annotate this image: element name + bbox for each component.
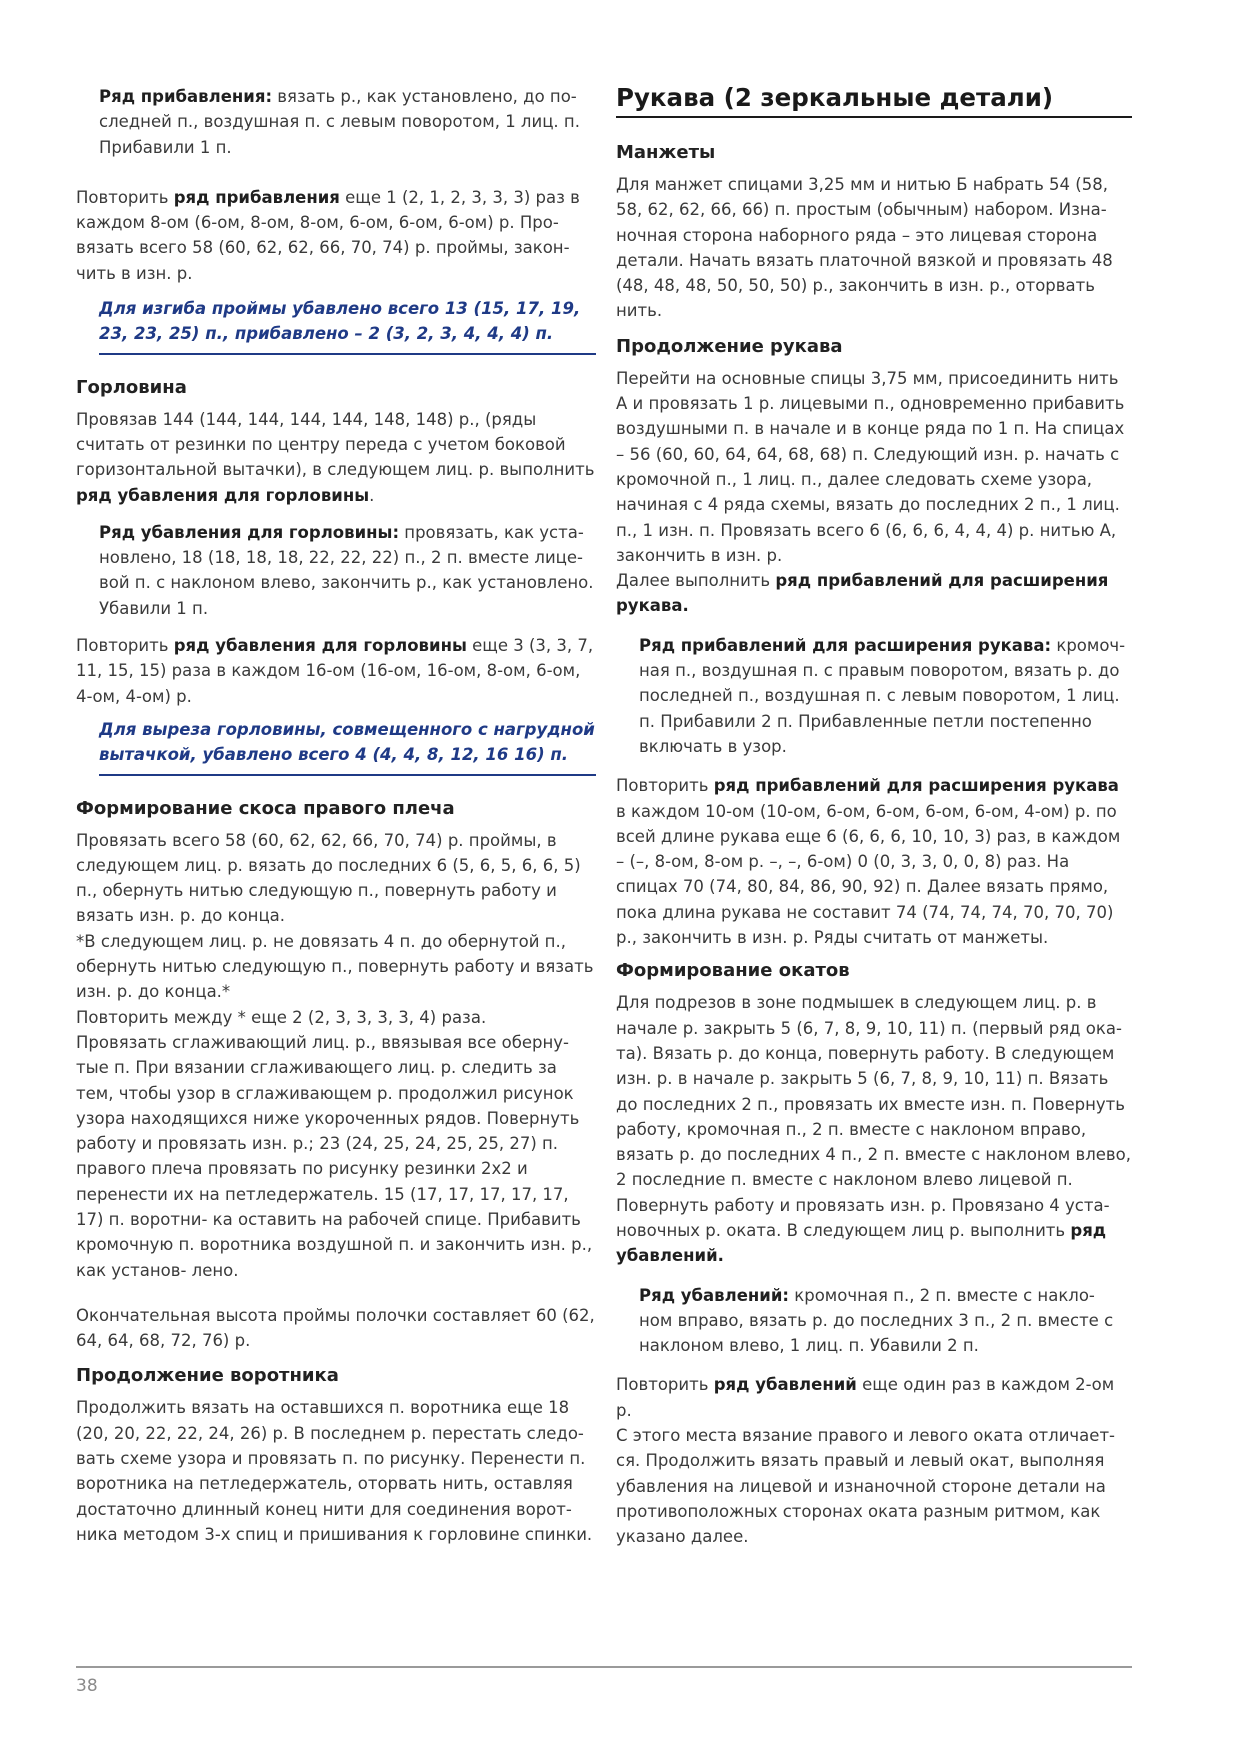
armhole-note: Для изгиба проймы убавлено всего 13 (15, 17, 19, 23, 23, 25) п., прибавлено – 2 (3, 2, 3, 4, 4, 4) п.	[99, 296, 596, 355]
neckline-heading: Горловина	[76, 376, 187, 398]
shoulder-paragraph-3: Повторить между * еще 2 (2, 3, 3, 3, 3, 4) раза.	[76, 1007, 487, 1027]
sleeve-increase-instruction: Ряд прибавлений для расширения рукава: кромоч- ная п., воздушная п. с правым поворотом, вязать р. до последней п., воздушная п. с левым поворотом, 1 лиц. п. Прибавили 2 п. Прибавленные петли постепенно включать в узор.	[639, 635, 1126, 756]
sleeve-cap-paragraph: Для подрезов в зоне подмышек в следующем лиц. р. в начале р. закрыть 5 (6, 7, 8, 9, 10, 11) п. (первый ряд ока- та). Вязать р. до конца, повернуть работу. В следующем изн. р. в начале р. закрыть 5 (6, 7, 8, 9, 10, 11) п. Вязать до последних 2 п., провязать их вместе изн. п. Повернуть работу, кромочная п., 2 п. вместе с наклоном вправо, вязать р. до последних 4 п., 2 п. вместе с наклоном влево, 2 последние п. вместе с наклоном влево лицевой п. Повернуть работу и провязать изн. р. Провязано 4 уста- новочных р. оката. В следующем лиц р. выполнить ряд убавлений.	[616, 993, 1131, 1266]
sleeve-continuation-heading: Продолжение рукава	[616, 335, 843, 357]
footer-rule	[76, 1666, 1132, 1668]
sleeve-cap-difference-paragraph: С этого места вязание правого и левого оката отличает- ся. Продолжить вязать правый и левый окат, выполняя убавления на лицевой и изнаночной стороне детали на противоположных сторонах оката разным ритмом, как указано далее.	[616, 1426, 1116, 1547]
repeat-increase-paragraph: Повторить ряд прибавления еще 1 (2, 1, 2, 3, 3, 3) раз в каждом 8-ом (6-ом, 8-ом, 8-ом, 6-ом, 6-ом, 6-ом) р. Про- вязать всего 58 (60, 62, 62, 66, 70, 74) р. проймы, закон- чить в изн. р.	[76, 187, 580, 283]
repeat-neck-decrease-paragraph: Повторить ряд убавления для горловины еще 3 (3, 3, 7, 11, 15, 15) раза в каждом 16-ом (16-ом, 16-ом, 8-ом, 6-ом, 4-ом, 4-ом) р.	[76, 636, 594, 706]
increase-row-instruction: Ряд прибавления: вязать р., как установлено, до по- следней п., воздушная п. с левым поворотом, 1 лиц. п. Прибавили 1 п.	[99, 87, 580, 157]
collar-paragraph: Продолжить вязать на оставшихся п. воротника еще 18 (20, 20, 22, 22, 24, 26) р. В последнем р. перестать следо- вать схеме узора и провязать п. по рисунку. Перенести п. воротника на петледержатель, оторвать нить, оставляя достаточно длинный конец нити для соединения ворот- ника методом 3-х спиц и пришивания к горловине спинки.	[76, 1398, 593, 1544]
sleeve-next-step: Далее выполнить ряд прибавлений для расширения рукава.	[616, 571, 1109, 616]
decrease-row-instruction: Ряд убавлений: кромочная п., 2 п. вместе с накло- ном вправо, вязать р. до последних 3 п., 2 п. вместе с наклоном влево, 1 лиц. п. Убавили 2 п.	[639, 1285, 1114, 1356]
left-column	[76, 0, 596, 1547]
cuffs-heading: Манжеты	[616, 142, 716, 163]
sleeve-cap-heading: Формирование окатов	[616, 960, 850, 982]
shoulder-paragraph-1: Провязать всего 58 (60, 62, 62, 66, 70, 74) р. проймы, в следующем лиц. р. вязать до последних 6 (5, 6, 5, 6, 6, 5) п., обернуть нитью следующую п., повернуть работу и вязать изн. р. до конца.	[76, 830, 581, 926]
repeat-decrease-paragraph: Повторить ряд убавлений еще один раз в каждом 2-ом р.	[616, 1375, 1115, 1420]
shoulder-heading: Формирование скоса правого плеча	[76, 797, 455, 819]
sleeves-title: Рукава (2 зеркальные детали)	[616, 80, 1132, 118]
shoulder-paragraph-4: Провязать сглаживающий лиц. р., ввязывая все оберну- тые п. При вязании сглаживающего лиц. р. следить за тем, чтобы узор в сглаживающем р. продолжил рисунок узора находящихся ниже укороченных рядов. Повернуть работу и провязать изн. р.; 23 (24, 25, 24, 25, 25, 27) п. правого плеча провязать по рисунку резинки 2х2 и перенести их на петледержатель. 15 (17, 17, 17, 17, 17, 17) п. воротни- ка оставить на рабочей спице. Прибавить кромочную п. воротника воздушной п. и закончить изн. р., как установ- лено.	[76, 1032, 593, 1280]
repeat-sleeve-increase-paragraph: Повторить ряд прибавлений для расширения рукава в каждом 10-ом (10-ом, 6-ом, 6-ом, 6-ом, 6-ом, 4-ом) р. по всей длине рукава еще 6 (6, 6, 6, 10, 10, 3) раз, в каждом – (–, 8-ом, 8-ом р. –, –, 6-ом) 0 (0, 3, 3, 0, 0, 8) раз. На спицах 70 (74, 80, 84, 86, 90, 92) п. Далее вязать прямо, пока длина рукава не составит 74 (74, 74, 74, 70, 70, 70) р., закончить в изн. р. Ряды считать от манжеты.	[616, 776, 1121, 948]
neck-decrease-instruction: Ряд убавления для горловины: провязать, как уста- новлено, 18 (18, 18, 18, 22, 22, 22) п., 2 п. вместе лице- вой п. с наклоном влево, закончить р., как установлено. Убавили 1 п.	[99, 522, 594, 618]
collar-heading: Продолжение воротника	[76, 1365, 339, 1387]
shoulder-paragraph-2: *В следующем лиц. р. не довязать 4 п. до обернутой п., обернуть нитью следующую п., повернуть работу и вязать изн. р. до конца.*	[76, 931, 594, 1002]
neckline-note: Для выреза горловины, совмещенного с нагрудной вытачкой, убавлено всего 4 (4, 4, 8, 12, 16 16) п.	[99, 717, 596, 776]
sleeve-paragraph: Перейти на основные спицы 3,75 мм, присоединить нить А и провязать 1 р. лицевыми п., одновременно прибавить воздушными п. в начале и в конце ряда по 1 п. На спицах – 56 (60, 60, 64, 64, 68, 68) п. Следующий изн. р. начать с кромочной п., 1 лиц. п., далее следовать схеме узора, начиная с 4 ряда схемы, вязать до последних 2 п., 1 лиц. п., 1 изн. п. Провязать всего 6 (6, 6, 6, 4, 4, 4) р. нитью А, закончить в изн. р.	[616, 368, 1125, 565]
right-column	[616, 0, 1132, 1550]
neckline-paragraph: Провязав 144 (144, 144, 144, 144, 148, 148) р., (ряды считать от резинки по центру переда с учетом боковой горизонтальной вытачки), в следующем лиц. р. выполнить ряд убавления для горловины.	[76, 409, 595, 505]
armhole-height-paragraph: Окончательная высота проймы полочки составляет 60 (62, 64, 64, 68, 72, 76) р.	[76, 1305, 595, 1351]
page-number: 38	[76, 1676, 98, 1696]
cuffs-paragraph: Для манжет спицами 3,25 мм и нитью Б набрать 54 (58, 58, 62, 62, 66, 66) п. простым (обычным) набором. Изна- ночная сторона наборного ряда – это лицевая сторона детали. Начать вязать платочной вязкой и провязать 48 (48, 48, 48, 50, 50, 50) р., закончить в изн. р., оторвать нить.	[616, 175, 1113, 321]
